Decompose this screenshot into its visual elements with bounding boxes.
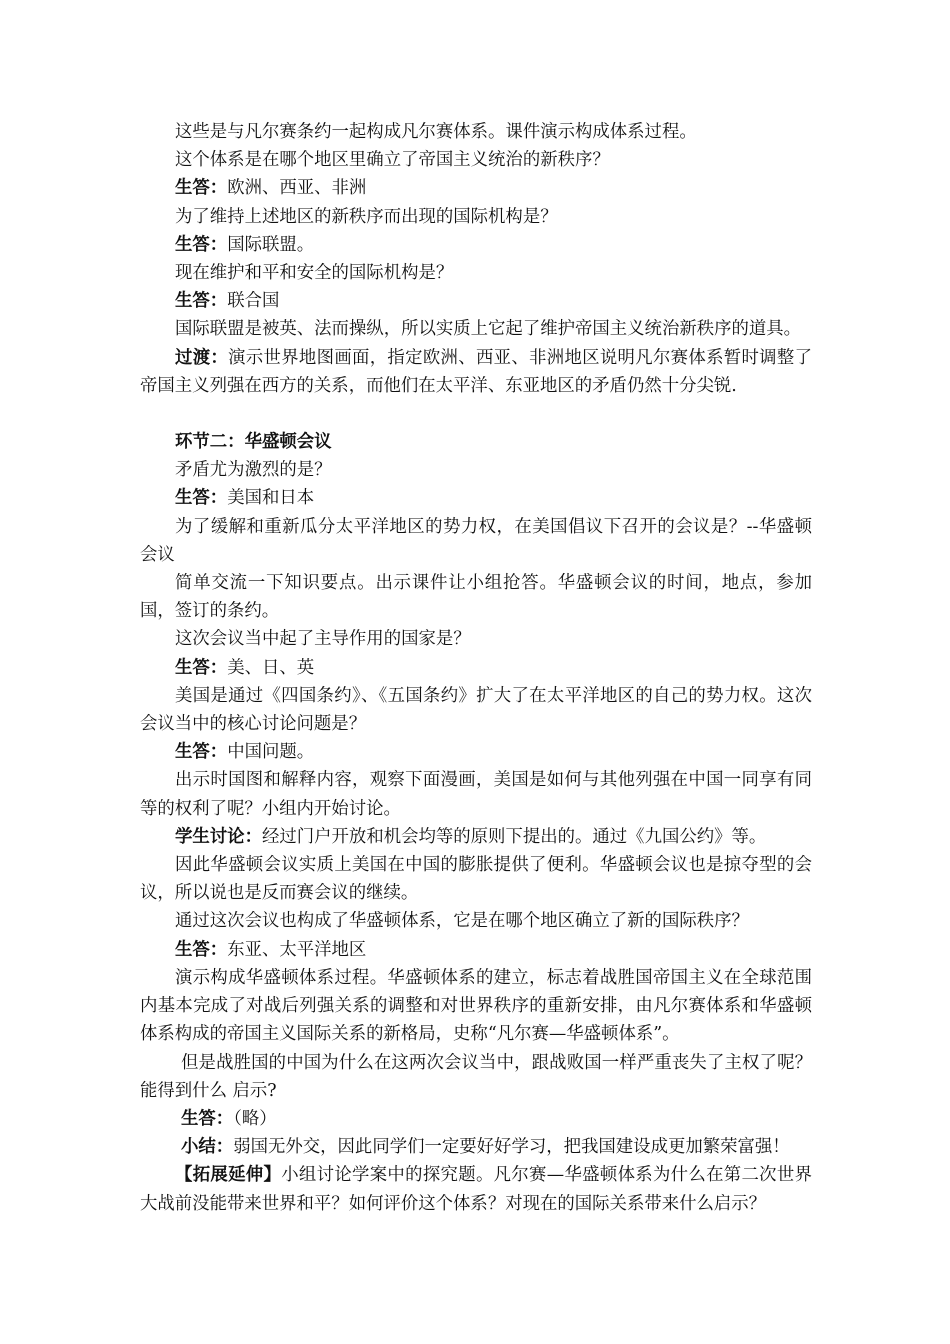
answer-text: 联合国 [227, 291, 280, 312]
paragraph-text: 这些是与凡尔赛条约一起构成凡尔赛体系。课件演示构成体系过程。 [175, 122, 697, 142]
document-page [140, 118, 812, 1218]
student-answer [140, 1105, 812, 1133]
extension-text: 小组讨论学案中的探究题。凡尔赛—华盛顿体系为什么在第二次世界大战前没能带来世界和平？如何评价这个体系？对现在的国际关系带来什么启示？ [140, 1165, 812, 1214]
answer-label: 生答： [175, 488, 228, 509]
student-answer [140, 654, 812, 682]
question-text: 这次会议当中起了主导作用的国家是？ [175, 629, 471, 650]
student-answer [140, 936, 812, 964]
question [140, 456, 812, 484]
discussion-text: 经过门户开放和机会均等的原则下提出的。通过《九国公约》等。 [261, 826, 767, 847]
answer-label: 生答： [175, 291, 228, 312]
question [140, 625, 812, 653]
question [140, 259, 812, 287]
paragraph-text: 因此华盛顿会议实质上美国在中国的膨胀提供了便利。华盛顿会议也是掠夺型的会议，所以说也是反而赛会议的继续。 [140, 855, 812, 904]
paragraph [140, 513, 812, 569]
section-heading: 环节二：华盛顿会议 [175, 432, 332, 453]
extension-paragraph [140, 1161, 812, 1217]
summary-label: 小结： [181, 1137, 234, 1158]
discussion-label: 学生讨论： [175, 826, 262, 847]
paragraph [140, 118, 812, 146]
summary-text: 弱国无外交，因此同学们一定要好好学习，把我国建设成更加繁荣富强！ [233, 1137, 790, 1158]
answer-label: 生答： [175, 657, 228, 678]
paragraph [140, 1049, 812, 1105]
answer-label: 生答： [175, 939, 228, 960]
paragraph-text: 但是战胜国的中国为什么在这两次会议当中，跟战败国一样严重丧失了主权了呢？能得到什么 启示? [140, 1052, 812, 1101]
discussion-paragraph [140, 823, 812, 851]
question-text: 这个体系是在哪个地区里确立了帝国主义统治的新秩序？ [175, 150, 610, 171]
paragraph [140, 851, 812, 907]
paragraph [140, 964, 812, 1049]
summary-paragraph [140, 1133, 812, 1161]
question [140, 907, 812, 935]
student-answer [140, 738, 812, 766]
question [140, 146, 812, 174]
transition-text: 演示世界地图画面，指定欧洲、西亚、非洲地区说明凡尔赛体系暂时调整了帝国主义列强在西方的关系，而他们在太平洋、东亚地区的矛盾仍然十分尖锐. [140, 347, 812, 396]
answer-label: 生答： [175, 234, 228, 255]
paragraph-text: 简单交流一下知识要点。出示课件让小组抢答。华盛顿会议的时间，地点，参加国，签订的条约。 [140, 573, 812, 622]
student-answer [140, 287, 812, 315]
question-text: 通过这次会议也构成了华盛顿体系，它是在哪个地区确立了新的国际秩序？ [175, 911, 749, 932]
student-answer [140, 174, 812, 202]
answer-text: 美、日、英 [227, 657, 315, 678]
question [140, 203, 812, 231]
paragraph-text: 国际联盟是被英、法而操纵，所以实质上它起了维护帝国主义统治新秩序的道具。 [175, 319, 802, 340]
question-text: 现在维护和平和安全的国际机构是？ [175, 263, 454, 284]
paragraph [140, 569, 812, 625]
paragraph-text: 演示构成华盛顿体系过程。华盛顿体系的建立，标志着战胜国帝国主义在全球范围内基本完成了对战后列强关系的调整和对世界秩序的重新安排，由凡尔赛体系和华盛顿体系构成的帝国主义国际关系的新格局，史称“凡尔赛—华盛顿体系”。 [140, 967, 812, 1045]
answer-label: 生答： [175, 742, 228, 763]
paragraph-text: 出示时国图和解释内容，观察下面漫画，美国是如何与其他列强在中国一同享有同等的权利了呢？小组内开始讨论。 [140, 770, 812, 819]
answer-label: 生答： [181, 1108, 234, 1129]
answer-label: 生答： [175, 178, 228, 199]
question-text: 为了维持上述地区的新秩序而出现的国际机构是？ [175, 206, 558, 227]
answer-text: 欧洲、西亚、非洲 [227, 178, 367, 199]
transition-paragraph [140, 344, 812, 400]
answer-text: 东亚、太平洋地区 [227, 939, 367, 960]
section-gap [140, 400, 812, 428]
paragraph [140, 682, 812, 738]
question-text: 矛盾尤为激烈的是？ [175, 460, 332, 481]
paragraph-text: 为了缓解和重新瓜分太平洋地区的势力权，在美国倡议下召开的会议是？--华盛顿会议 [140, 516, 812, 565]
answer-text: 国际联盟。 [227, 234, 315, 255]
extension-label: 【拓展延伸】 [175, 1165, 282, 1186]
student-answer [140, 484, 812, 512]
student-answer [140, 231, 812, 259]
transition-label: 过渡： [175, 347, 229, 368]
paragraph-text: 美国是通过《四国条约》、《五国条约》扩大了在太平洋地区的自己的势力权。这次会议当中的核心讨论问题是？ [140, 685, 812, 735]
answer-text: （略） [233, 1108, 277, 1129]
paragraph [140, 766, 812, 822]
answer-text: 中国问题。 [227, 742, 315, 763]
paragraph [140, 315, 812, 343]
answer-text: 美国和日本 [227, 488, 315, 509]
